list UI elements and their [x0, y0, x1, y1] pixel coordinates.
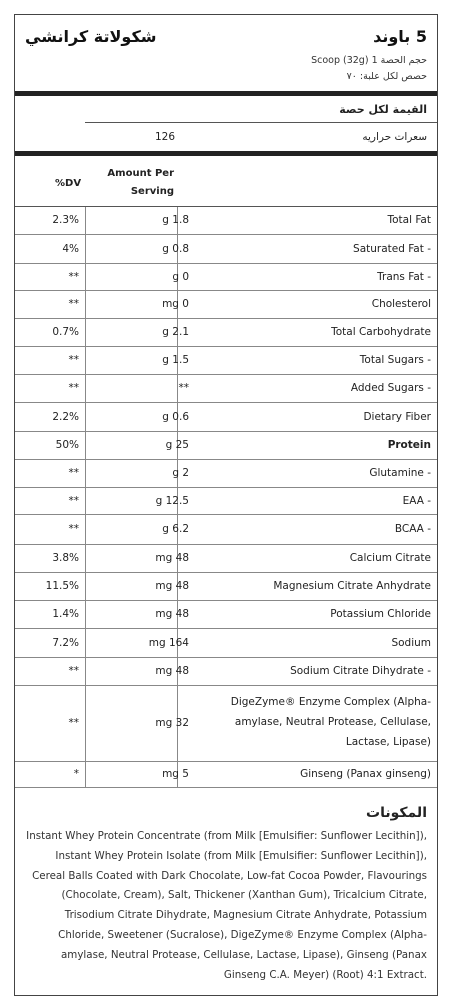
table-row [15, 686, 437, 762]
calories-label: سعرات حراريه [362, 131, 427, 143]
amount-cell: mg 32 [155, 717, 189, 729]
dv-cell: 7.2% [52, 636, 79, 649]
serving-size: حجم الحصة 1 Scoop (32g) [311, 55, 427, 66]
amount-cell: g 1.5 [162, 354, 189, 366]
dv-cell: 50% [55, 439, 79, 451]
column-divider [85, 488, 86, 514]
calories-value: 126 [155, 131, 176, 143]
nutrient-name-cell: Ginseng (Panax ginseng) [300, 768, 431, 780]
divider-thick [15, 151, 437, 156]
amount-cell: mg 5 [162, 768, 189, 780]
amount-cell: g 12.5 [155, 494, 189, 507]
column-divider [85, 515, 86, 544]
nutrient-name-cell: Total Fat [387, 214, 431, 226]
nutrient-name-cell: Magnesium Citrate Anhydrate [273, 580, 431, 592]
amount-cell: g 1.8 [162, 214, 189, 226]
dv-cell: ** [68, 298, 79, 310]
nutrient-name-cell: Sodium [391, 636, 431, 649]
amount-cell: g 25 [165, 439, 189, 451]
column-divider [85, 545, 86, 572]
dv-cell: 2.2% [52, 410, 79, 423]
table-row [15, 601, 437, 629]
amount-cell: g 2 [172, 467, 189, 479]
column-divider [85, 629, 86, 657]
table-row [15, 545, 437, 573]
dv-cell: ** [68, 382, 79, 394]
dv-cell: ** [68, 665, 79, 677]
nutrient-name-cell: Sodium Citrate Dihydrate - [290, 665, 431, 677]
amount-cell: g 6.2 [162, 523, 189, 535]
divider-thick [15, 91, 437, 96]
nutrient-name-cell: Protein [387, 439, 431, 451]
amount-column-header: Amount Per Serving [107, 168, 174, 197]
nutrient-name-cell: EAA - [402, 494, 431, 507]
table-row [15, 460, 437, 488]
table-row [15, 573, 437, 601]
nutrition-facts-panel [14, 14, 438, 996]
column-divider [85, 264, 86, 290]
nutrient-name-cell: Total Sugars - [359, 354, 431, 366]
nutrient-name-cell: Potassium Chloride [330, 608, 431, 620]
nutrient-name-cell: BCAA - [394, 523, 431, 535]
nutrient-name-cell: Trans Fat - [377, 270, 431, 283]
dv-cell: 11.5% [45, 580, 79, 592]
table-row [15, 207, 437, 235]
header [25, 27, 427, 51]
column-divider [85, 601, 86, 628]
table-row [15, 319, 437, 347]
ingredients-text: Instant Whey Protein Concentrate (from Milk [Emulsifier: Sunflower Lecithin]), Instant Whey Protein Isolate (from Milk [Emulsifier: Sunflower Lecithin]), Cereal Balls Coated with Dark Chocolate, Low-fat Cocoa Powder, Flavourings (Chocolate, Cream), Salt, Thickener (Xanthan Gum), Tricalcium Citrate, Trisodium Citrate Dihydrate, Magnesium Citrate Anhydrate, Potassium Chloride, Sweetener (Sucralose), DigeZyme® Enzyme Complex (Alpha-amylase, Neutral Protease, Cellulase, Lactase, Lipase), Ginseng (Panax Ginseng C.A. Meyer) (Root) 4:1 Extract. [26, 830, 427, 981]
amount-cell: ** [178, 382, 189, 394]
table-row [15, 658, 437, 686]
column-divider [85, 762, 86, 787]
amount-cell: mg 48 [155, 608, 189, 620]
column-divider [85, 460, 86, 487]
amount-cell: mg 48 [155, 665, 189, 677]
dv-cell: 0.7% [52, 326, 79, 338]
dv-cell: ** [68, 523, 79, 535]
column-divider [85, 686, 86, 761]
column-divider [85, 375, 86, 402]
dv-cell: ** [68, 270, 79, 283]
nutrient-name-cell: Calcium Citrate [349, 552, 431, 564]
amount-cell: g 0.8 [162, 242, 189, 255]
column-divider [85, 207, 86, 234]
table-row [15, 264, 437, 291]
column-divider [85, 403, 86, 431]
package-size: 5 باوند [373, 27, 427, 46]
table-row [15, 432, 437, 460]
product-title: شكولاتة كرانشي [25, 27, 157, 46]
nutrient-name-cell: Total Carbohydrate [331, 326, 431, 338]
table-row [15, 235, 437, 264]
servings-per-container: حصص لكل علبة: ٧٠ [346, 71, 427, 82]
table-row [15, 762, 437, 788]
divider-thin [85, 122, 437, 123]
dv-cell: 1.4% [52, 608, 79, 620]
dv-cell: ** [68, 354, 79, 366]
amount-cell: g 2.1 [162, 326, 189, 338]
table-row [15, 403, 437, 432]
table-row [15, 488, 437, 515]
dv-cell: ** [68, 494, 79, 507]
amount-cell: mg 48 [155, 580, 189, 592]
dv-cell: 3.8% [52, 552, 79, 564]
nutrient-name-cell: Saturated Fat - [353, 242, 431, 255]
nutrient-name-cell: Glutamine - [369, 467, 431, 479]
dv-cell: 2.3% [52, 214, 79, 226]
per-serving-heading: القيمة لكل حصة [339, 103, 427, 116]
column-divider [85, 432, 86, 459]
dv-cell: 4% [62, 242, 79, 255]
ingredients-title: المكونات [366, 805, 427, 821]
column-divider [85, 235, 86, 263]
table-row [15, 291, 437, 319]
dv-cell: ** [68, 717, 79, 729]
table-row [15, 629, 437, 658]
dv-cell: ** [68, 467, 79, 479]
dv-column-header: %DV [55, 178, 82, 189]
table-row [15, 515, 437, 545]
amount-cell: g 0.6 [162, 410, 189, 423]
table-row [15, 347, 437, 375]
column-divider [85, 573, 86, 600]
column-divider [85, 658, 86, 685]
nutrient-name-cell: Added Sugars - [350, 382, 431, 394]
amount-cell: mg 0 [162, 298, 189, 310]
amount-cell: mg 164 [148, 636, 189, 649]
column-divider [85, 319, 86, 346]
nutrient-name-cell: Dietary Fiber [363, 410, 431, 423]
nutrient-name-cell: DigeZyme® Enzyme Complex (Alpha-amylase, Neutral Protease, Cellulase, Lactase, Lipase) [230, 696, 431, 748]
nutrient-name-cell: Cholesterol [371, 298, 431, 310]
column-divider [85, 291, 86, 318]
amount-cell: mg 48 [155, 552, 189, 564]
dv-cell: * [73, 768, 79, 780]
table-row [15, 375, 437, 403]
column-divider [85, 347, 86, 374]
amount-cell: g 0 [172, 270, 189, 283]
